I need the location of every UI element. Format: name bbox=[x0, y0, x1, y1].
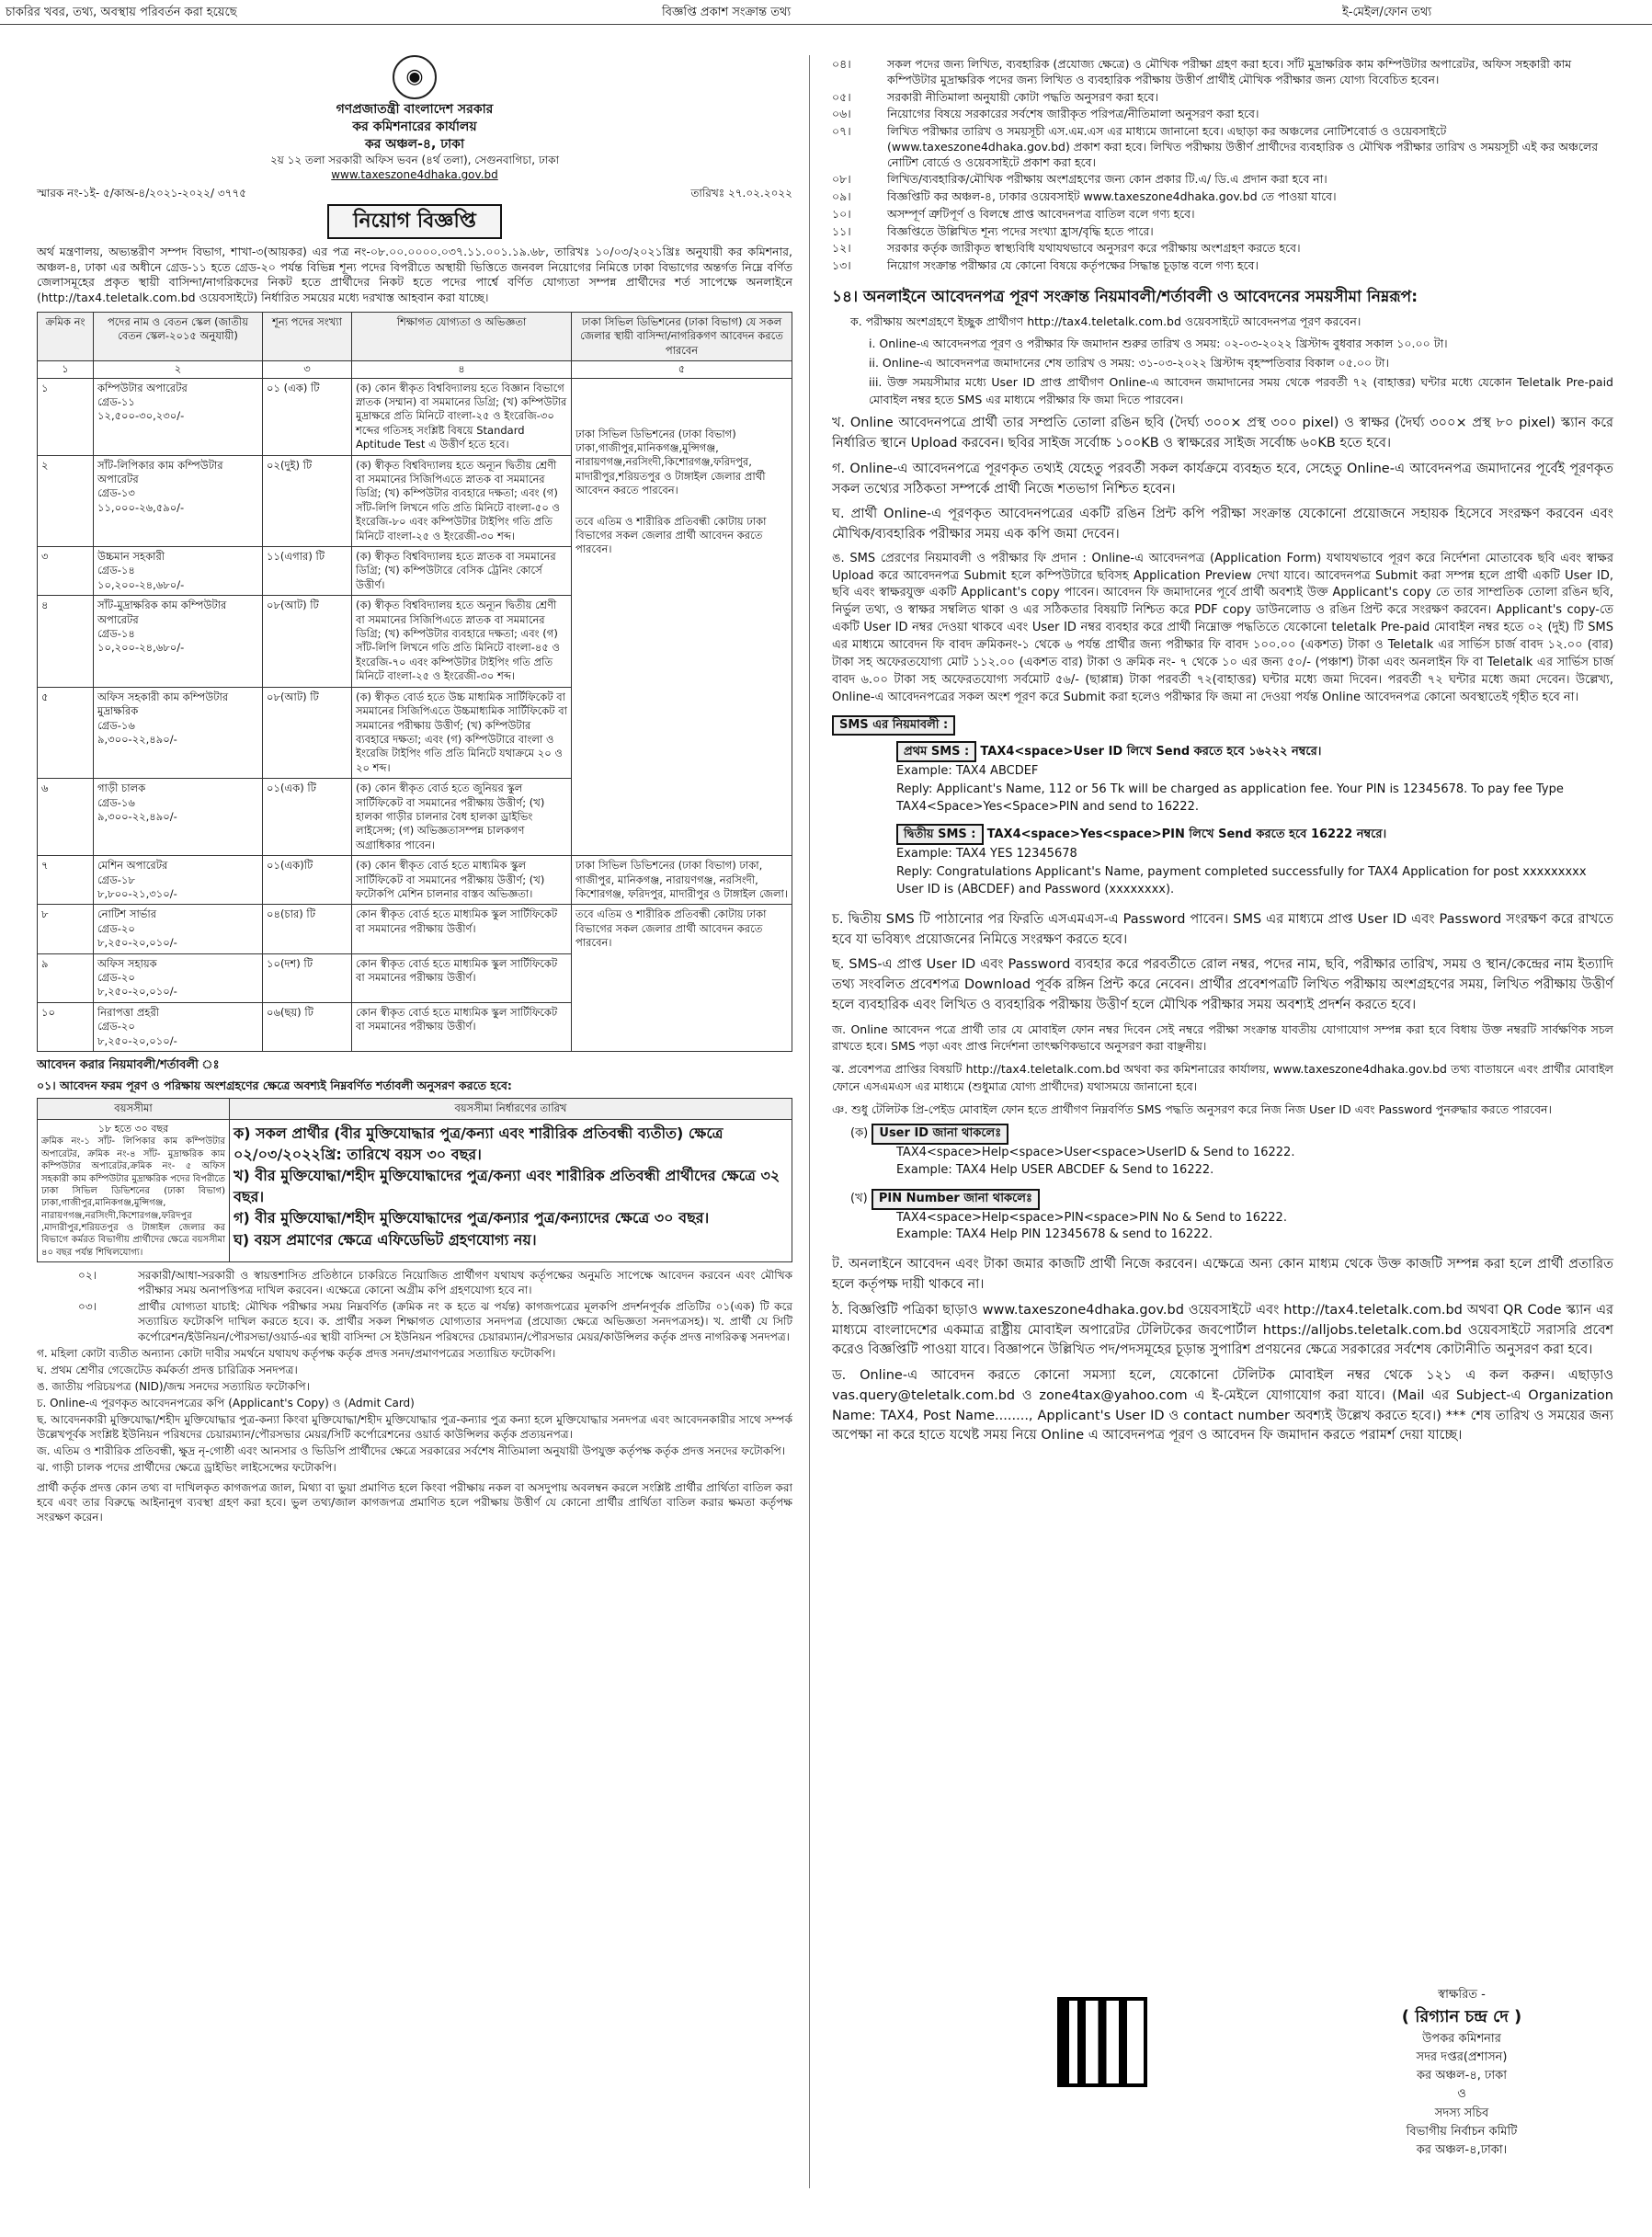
age-th1: বয়সসীমা bbox=[38, 1099, 230, 1119]
row-qualification: (ক) স্বীকৃত বিশ্ববিদ্যালয় হতে অন্যূন দ্বিতীয় শ্রেণী বা সমমানের সিজিপিএতে স্নাতক বা সমমানের ডিগ্রি; (খ) কম্পিউটার ব্যবহারে দক্ষতা; এবং (গ) সাঁট-লিপি লিখনে গতি প্রতি মিনিটে বাংলা-৪৫ ও ইংরেজি-৭০ এবং কম্পিউটার টাইপিং গতি প্রতি মিনিটে বাংলা-২৫ ও ইংরেজী-৩০ শব্দ। bbox=[352, 596, 572, 687]
row-qualification: (ক) স্বীকৃত বিশ্ববিদ্যালয় হতে স্নাতক বা সমমানের ডিগ্রি; (খ) কম্পিউটারে বেসিক ট্রেনিং কোর্সে উত্তীর্ণ। bbox=[352, 547, 572, 596]
row-qualification: (ক) কোন স্বীকৃত বোর্ড হতে মাধ্যমিক স্কুল সার্টিফিকেট বা সমমানের পরীক্ষায় উত্তীর্ণ; (খ) ফটোকপি মেশিন চালনার বাস্তব অভিজ্ঞতা। bbox=[352, 856, 572, 905]
col-num: ৩ bbox=[263, 361, 352, 378]
signatory-line: উপকর কমিশনার bbox=[1422, 2032, 1501, 2047]
row-serial: ৭ bbox=[38, 856, 94, 905]
right-column bbox=[832, 55, 1613, 1452]
age-right-cell: ক) সকল প্রার্থীর (বীর মুক্তিযোদ্ধার পুত্র/কন্যা এবং শারীরিক প্রতিবন্ধী ব্যতীত) ক্ষেত্রে ০২/০৩/২০২২খ্রি: তারিখে বয়স ৩০ বছর। খ) বীর মুক্তিযোদ্ধা/শহীদ মুক্তিযোদ্ধাদের পুত্র/কন্যা এবং শারীরিক প্রতিবন্ধী প্রার্থীদের ক্ষেত্রে ৩২ বছর। গ) বীর মুক্তিযোদ্ধা/শহীদ মুক্তিযোদ্ধাদের পুত্র/কন্যার পুত্র/কন্যাদের ক্ষেত্রে ৩০ বছর। ঘ) বয়স প্রমাণের ক্ষেত্রে এফিডেভিট গ্রহণযোগ্য নয়। bbox=[230, 1119, 792, 1262]
row-post: অফিস সহকারী কাম কম্পিউটার মুদ্রাক্ষরিক গ্রেড-১৬ ৯,৩০০-২২,৪৯০/- bbox=[94, 687, 263, 778]
online-k1: i. Online-এ আবেদনপত্র পূরণ ও পরীক্ষার ফি জমাদান শুরুর তারিখ ও সময়: ০২-০৩-২০২২ খ্রিস্টাব্দ বুধবার সকাল ১০.০০ টা। bbox=[869, 337, 1448, 351]
row-post: মেশিন অপারেটর গ্রেড-১৮ ৮,৮০০-২১,৩১০/- bbox=[94, 856, 263, 905]
zone-name: কর অঞ্চল-৪, ঢাকা bbox=[364, 136, 465, 152]
letterhead bbox=[37, 55, 792, 182]
row-post: উচ্চমান সহকারী গ্রেড-১৪ ১০,২০০-২৪,৬৮০/- bbox=[94, 547, 263, 596]
signatory-line: সদর দপ্তর(প্রশাসন) bbox=[1416, 2050, 1508, 2065]
row-count: ০৮(আট) টি bbox=[263, 596, 352, 687]
row-serial: ২ bbox=[38, 455, 94, 546]
memo-line bbox=[37, 186, 792, 200]
row-post: সাঁট-মুদ্রাক্ষরিক কাম কম্পিউটার অপারেটর গ্রেড-১৪ ১০,২০০-২৪,৬৮০/- bbox=[94, 596, 263, 687]
rule-item: ০৮। লিখিত/ব্যবহারিক/মৌখিক পরীক্ষায় অংশগ্রহণের জন্য কোন প্রকার টি.এ/ ডি.এ প্রদান করা হবে না। bbox=[832, 172, 1327, 187]
signatory-line: কর অঞ্চল-৪,ঢাকা। bbox=[1416, 2142, 1508, 2157]
row-count: ১০(দশ) টি bbox=[263, 953, 352, 1002]
clause-02: ০২। সরকারী/আধা-সরকারী ও স্বায়ত্তশাসিত প্রতিষ্ঠানে চাকরিতে নিয়োজিত প্রার্থীগণ যথাযথ কর্তৃপক্ষের অনুমতি সাপেক্ষে আবেদন করবেন এবং মৌখিক পরীক্ষার সময় অনাপত্তিপত্র দাখিল করবেন। এক্ষেত্রে কোনো অগ্রীম কপি গ্রহণযোগ্য হবে না। bbox=[78, 1269, 792, 1297]
column-divider bbox=[809, 55, 810, 2188]
th-count: শূন্য পদের সংখ্যা bbox=[263, 312, 352, 360]
col-num: ১ bbox=[38, 361, 94, 378]
clause-gh: ঘ. প্রথম শ্রেণীর গেজেটেড কর্মকর্তা প্রদত্ত চারিত্রিক সনদপত্র। bbox=[37, 1363, 298, 1376]
clause-g: গ. মহিলা কোটা ব্যতীত অন্যান্য কোটা দাবীর সমর্থনে যথাযথ কর্তৃপক্ষ কর্তৃক প্রদত্ত সনদ/প্রমাণপত্রের সত্যায়িত ফটোকপি। bbox=[37, 1346, 556, 1360]
recovery-a-label: (ক) bbox=[850, 1126, 869, 1141]
intro-paragraph: অর্থ মন্ত্রণালয়, অভ্যন্তরীণ সম্পদ বিভাগ, শাখা-৩(আয়কর) এর পত্র নং-০৮.০০.০০০০.০৩৭.১১.০০১.১৯.৬৮, তারিখঃ ১০/০৩/২০২১খ্রিঃ অনুযায়ী কর কমিশনার, অঞ্চল-৪, ঢাকা এর অধীনে গ্রেড-১১ হতে গ্রেড-২০ পর্যন্ত বিভিন্ন শূন্য পদের বিপরীতে অস্থায়ী ভিত্তিতে জনবল নিয়োগের নিমিত্তে ঢাকা বিভাগের অন্তর্গত নিম্নে বর্ণিত জেলাসমূহের প্রকৃত স্থায়ী বাসিন্দা/নাগরিকদের নিকট হতে প্রার্থীদের নিকট হতে পদের পার্শ্বে বর্ণিত যোগ্যতা সম্পন্ন প্রার্থীদের শর্ত সাপেক্ষে অনলাইনে (http://tax4.teletalk.com.bd ওয়েবসাইটে) নির্ধারিত সময়ের মধ্যে দরখাস্ত আহবান করা যাচ্ছে। bbox=[37, 244, 792, 305]
sms-first bbox=[896, 741, 1613, 816]
rules-title: আবেদন করার নিয়মাবলী/শর্তাবলী ঃ bbox=[37, 1058, 220, 1073]
district-cell-c: ঢাকা সিভিল ডিভিশনের (ঢাকা বিভাগ) ঢাকা, গাজীপুর, মানিকগঞ্জ, নারায়ণগঞ্জ, নরসিংদী, কিশোরগঞ্জ, ফরিদপুর, মাদারীপুর ও টাঙ্গাইল জেলা। bbox=[572, 856, 792, 905]
rule-item: ১০। অসম্পূর্ণ ত্রুটিপূর্ণ ও বিলম্বে প্রাপ্ত আবেদনপত্র বাতিল বলে গণ্য হবে। bbox=[832, 206, 1195, 221]
top-strip bbox=[0, 0, 1652, 25]
after-sms-j: জ. Online আবেদন পত্রে প্রার্থী তার যে মোবাইল ফোন নম্বর দিবেন সেই নম্বরে পরীক্ষা সংক্রান্ত যাবতীয় যোগাযোগ সম্পন্ন করা হবে বিধায় উক্ত নম্বরটি সার্বক্ষণিক সচল রাখতে হবে। SMS পড়া এবং প্রাপ্ত নির্দেশনা তাৎক্ষণিকভাবে অনুসরণ করা বাঞ্ছনীয়। bbox=[832, 1021, 1613, 1054]
clause-tail: প্রার্থী কর্তৃক প্রদত্ত কোন তথ্য বা দাখিলকৃত কাগজপত্র জাল, মিথ্যা বা ভুয়া প্রমাণিত হলে কিংবা পরীক্ষায় নকল বা অসদুপায় অবলম্বন করলে সংশ্লিষ্ট প্রার্থীর প্রার্থিতা বাতিল করা হবে এবং তার বিরুদ্ধে আইনানুগ ব্যবস্থা গ্রহণ করা হবে। ভুল তথ্য/জাল কাগজপত্র প্রমাণিত হলে পরীক্ষায় উত্তীর্ণ যে কোনো প্রার্থীর প্রার্থিতা বাতিল করার ক্ষমতা কর্তৃপক্ষ সংরক্ষণ করেন। bbox=[37, 1481, 792, 1524]
sms-section bbox=[832, 715, 1613, 735]
clause-03: ০৩। প্রার্থীর যোগ্যতা যাচাই: মৌখিক পরীক্ষার সময় নিম্নবর্ণিত (ক্রমিক নং ক হতে ঝ পর্যন্ত) কাগজপত্রের মূলকপি প্রদর্শনপূর্বক প্রতিটির ০১(এক) টি করে সত্যায়িত ফটোকপি দাখিল করতে হবে। ক. প্রার্থীর সকল শিক্ষাগত যোগ্যতার সনদপত্র (প্রযোজ্য ক্ষেত্রে অভিজ্ঞতা সনদপত্রসহ)। খ. প্রার্থী যে সিটি কর্পোরেশন/ইউনিয়ন/পৌরসভা/ওয়ার্ড-এর স্থায়ী বাসিন্দা সে ইউনিয়ন পরিষদের চেয়ারম্যান/পৌরসভার মেয়র/কাউন্সিলর কর্তৃক প্রদত্ত নাগরিকত্ব সনদপত্র। bbox=[78, 1300, 792, 1343]
after-sms-yn: ঞ. শুধু টেলিটক প্রি-পেইড মোবাইল ফোন হতে প্রার্থীগণ নিম্নবর্ণিত SMS পদ্ধতি অনুসরণ করে নিজ নিজ User ID এবং Password পুনরুদ্ধার করতে পারবেন। bbox=[832, 1101, 1552, 1116]
rule-item: ০৯। বিজ্ঞপ্তিটি কর অঞ্চল-৪, ঢাকার ওয়েবসাইট www.taxeszone4dhaka.gov.bd তে পাওয়া যাবে। bbox=[832, 189, 1337, 203]
userid-tag: User ID জানা থাকলেঃ bbox=[872, 1124, 1008, 1145]
clause-jh: ঝ. গাড়ী চালক পদের প্রার্থীদের ক্ষেত্রে ড্রাইভিং লাইসেন্সের ফটোকপি। bbox=[37, 1461, 336, 1475]
row-serial: ৩ bbox=[38, 547, 94, 596]
rule-item: ০৬। নিয়োগের বিষয়ে সরকারের সর্বশেষ জারীকৃত পরিপত্র/নীতিমালা অনুসরণ করা হবে। bbox=[832, 107, 1259, 121]
userid-example: Example: TAX4 Help USER ABCDEF & Send to 16222. bbox=[896, 1162, 1214, 1177]
notice-title: নিয়োগ বিজ্ঞপ্তি bbox=[327, 204, 502, 238]
left-column bbox=[37, 55, 792, 1527]
row-count: ০৮(আট) টি bbox=[263, 687, 352, 778]
row-qualification: (ক) স্বীকৃত বোর্ড হতে উচ্চ মাধ্যমিক সার্টিফিকেট বা সমমানের সিজিপিএতে উচ্চমাধ্যমিক সার্টিফিকেট বা সমমানের পরীক্ষায় উত্তীর্ণ; (খ) কম্পিউটার ব্যবহারে দক্ষতা; এবং (গ) কম্পিউটারে বাংলা ও ইংরেজি টাইপিং গতি প্রতি মিনিটে যথাক্রমে ২০ ও ২০ শব্দ। bbox=[352, 687, 572, 778]
row-qualification: (ক) কোন স্বীকৃত বিশ্ববিদ্যালয় হতে বিজ্ঞান বিভাগে স্নাতক (সম্মান) বা সমমানের ডিগ্রি; (খ) কম্পিউটার মুদ্রাক্ষরে প্রতি মিনিটে বাংলা-২৫ ও ইংরেজি-৩০ শব্দের গতিসহ সংশ্লিষ্ট বিষয়ে Standard Aptitude Test এ উত্তীর্ণ হতে হবে। bbox=[352, 378, 572, 455]
clause-chh: ছ. আবেদনকারী মুক্তিযোদ্ধা/শহীদ মুক্তিযোদ্ধার পুত্র-কন্যা কিংবা মুক্তিযোদ্ধা/শহীদ মুক্তিযোদ্ধার পুত্র-কন্যার পুত্র কন্যা হলে মুক্তিযোদ্ধার সনদপত্র এবং আবেদনকারীর সাথে সম্পর্ক উল্লেখপূর্বক সংশ্লিষ্ট ইউনিয়ন পরিষদের চেয়ারম্যান/পৌরসভার মেয়র/সিটি কর্পোরেশনের ওয়ার্ড কাউন্সিলর কর্তৃক প্রত্যয়নপত্র। bbox=[37, 1412, 792, 1442]
recovery-b-label: (খ) bbox=[850, 1191, 868, 1205]
signatory-name: ( রিগ্যান চন্দ্র দে ) bbox=[1401, 2007, 1522, 2027]
table-row bbox=[38, 378, 792, 455]
row-count: ০৪(চার) টি bbox=[263, 905, 352, 953]
second-sms-example: Example: TAX4 YES 12345678 bbox=[896, 847, 1077, 862]
pin-recovery bbox=[850, 1189, 1613, 1245]
memo-number: স্মারক নং-১ই- ৫/কাঅ-৪/২০২১-২০২২/ ৩৭৭৫ bbox=[37, 187, 247, 200]
online-k2: ii. Online-এ আবেদনপত্র জমাদানের শেষ তারিখ ও সময়: ৩১-০৩-২০২২ খ্রিস্টাব্দ বৃহস্পতিবার বিকাল ০৫.০০ টা। bbox=[869, 356, 1389, 371]
row-post: নিরাপত্তা প্রহরী গ্রেড-২০ ৮,২৫০-২০,০১০/- bbox=[94, 1002, 263, 1051]
th-district: ঢাকা সিভিল ডিভিশনের (ঢাকা বিভাগ) যে সকল জেলার স্থায়ী বাসিন্দা/নাগরিকগণ আবেদন করতে পারবেন bbox=[572, 312, 792, 360]
row-post: অফিস সহায়ক গ্রেড-২০ ৮,২৫০-২০,০১০/- bbox=[94, 953, 263, 1002]
row-qualification: কোন স্বীকৃত বোর্ড হতে মাধ্যমিক স্কুল সার্টিফিকেট বা সমমানের পরীক্ষায় উত্তীর্ণ। bbox=[352, 953, 572, 1002]
clause-ng: ঙ. জাতীয় পরিচয়পত্র (NID)/জন্ম সনদের সত্যায়িত ফটোকপি। bbox=[37, 1379, 310, 1393]
rule-item: ১৩। নিয়োগ সংক্রান্ত পরীক্ষার যে কোনো বিষয়ে কর্তৃপক্ষের সিদ্ধান্ত চূড়ান্ত বলে গণ্য হবে। bbox=[832, 258, 1259, 272]
qr-code-icon[interactable] bbox=[1057, 1997, 1147, 2087]
rule-item: ১১। বিজ্ঞপ্তিতে উল্লিখিত শূন্য পদের সংখ্যা হ্রাস/বৃদ্ধি হতে পারে। bbox=[832, 223, 1154, 238]
pin-example: Example: TAX4 Help PIN 12345678 & send to 16222. bbox=[896, 1227, 1213, 1242]
signatory-line: বিভাগীয় নির্বাচন কমিটি bbox=[1406, 2124, 1518, 2139]
row-count: ০২(দুই) টি bbox=[263, 455, 352, 546]
age-table bbox=[37, 1098, 792, 1262]
numbered-rules bbox=[832, 57, 1613, 274]
final-th: ঠ. বিজ্ঞপ্তিটি পত্রিকা ছাড়াও www.taxeszone4dhaka.gov.bd ওয়েবসাইটে এবং http://tax4.teletalk.com.bd অথবা QR Code স্ক্যান এর মাধ্যমে বাংলাদেশের একমাত্র রাষ্ট্রীয় মোবাইল অপারেটর টেলিটকের জবপোর্টাল https://alljobs.teletalk.com.bd ওয়েবসাইটে সরাসরি প্রবেশ করেও বিজ্ঞপ্তিটি পাওয়া যাবে। বিজ্ঞাপনে উল্লিখিত পদ/পদসমূহের চূড়ান্ত সুপারিশ প্রণয়নের ক্ষেত্রে সরকারের সর্বশেষ কোটানীতি অনুসরণ করা হবে। bbox=[832, 1302, 1613, 1358]
table-row bbox=[38, 856, 792, 905]
row-count: ১১(এগার) টি bbox=[263, 547, 352, 596]
row-count: ০১(এক) টি bbox=[263, 779, 352, 856]
clause-ch: চ. Online-এ পূরণকৃত আবেদনপত্রের কপি (Applicant's Copy) ও (Admit Card) bbox=[37, 1396, 415, 1410]
row-post: নোটিশ সার্ভার গ্রেড-২০ ৮,২৫০-২০,০১০/- bbox=[94, 905, 263, 953]
rule-item: ০৫। সরকারী নীতিমালা অনুযায়ী কোটা পদ্ধতি অনুসরণ করা হবে। bbox=[832, 89, 1159, 104]
online-k: ক. পরীক্ষায় অংশগ্রহণে ইচ্ছুক প্রার্থীগণ http://tax4.teletalk.com.bd ওয়েবসাইটে আবেদনপত্র পূরণ করবেন। bbox=[850, 314, 1361, 328]
row-count: ০১(এক)টি bbox=[263, 856, 352, 905]
top-strip-left: চাকরির খবর, তথ্য, অবস্থায় পরিবর্তন করা হয়েছে bbox=[6, 6, 237, 19]
sms-second bbox=[896, 824, 1613, 899]
online-kh: খ. Online আবেদনপত্রে প্রার্থী তার সম্প্রতি তোলা রঙিন ছবি (দৈর্ঘ্য ৩০০× প্রস্থ ৩০০ pixel) ও স্বাক্ষর (দৈর্ঘ্য ৩০০× প্রস্থ ৮০ pixel) স্ক্যান করে নির্ধারিত স্থানে Upload করবেন। ছবির সাইজ সর্বোচ্চ ১০০KB ও স্বাক্ষরের সাইজ সর্বোচ্চ ৬০KB হতে হবে। bbox=[832, 416, 1613, 451]
row-qualification: (ক) কোন স্বীকৃত বোর্ড হতে জুনিয়র স্কুল সার্টিফিকেট বা সমমানের পরীক্ষায় উত্তীর্ণ; (খ) হালকা গাড়ীর চালনার বৈধ হালকা ড্রাইভিং লাইসেন্স; (গ) অভিজ্ঞতাসম্পন্ন চালকগণ অগ্রাধিকার পাবেন। bbox=[352, 779, 572, 856]
signed-label: স্বাক্ষরিত - bbox=[1438, 1988, 1486, 2002]
office-website[interactable]: www.taxeszone4dhaka.gov.bd bbox=[331, 168, 498, 182]
row-post: কম্পিউটার অপারেটর গ্রেড-১১ ১২,৫০০-৩০,২৩০/- bbox=[94, 378, 263, 455]
government-emblem-icon: ◉ bbox=[393, 55, 437, 99]
row-post: সাঁট-লিপিকার কাম কম্পিউটার অপারেটর গ্রেড-১৩ ১১,০০০-২৬,৫৯০/- bbox=[94, 455, 263, 546]
pin-tag: PIN Number জানা থাকলেঃ bbox=[872, 1189, 1040, 1210]
office-address: ২য় ১২ তলা সরকারী অফিস ভবন (৪র্থ তলা), সেগুনবাগিচা, ঢাকা bbox=[269, 154, 560, 167]
after-sms-chh: ছ. SMS-এ প্রাপ্ত User ID এবং Password ব্যবহার করে পরবর্তীতে রোল নম্বর, পদের নাম, ছবি, পরীক্ষার তারিখ, সময় ও স্থান/কেন্দ্রের নাম ইত্যাদি তথ্য সংবলিত প্রবেশপত্র Download পূর্বক রঙ্গিন প্রিন্ট করে নেবেন। প্রার্থীর প্রবেশপত্রটি লিখিত পরীক্ষায় অংশগ্রহণের সময়, লিখিত পরীক্ষায় উত্তীর্ণ হলে ব্যবহারিক এবং লিখিত ও ব্যবহারিক পরীক্ষায় উত্তীর্ণ হলে মৌখিক পরীক্ষার সময় অবশ্যই প্রদর্শন করতে হবে। bbox=[832, 957, 1613, 1012]
userid-recovery bbox=[850, 1124, 1613, 1180]
col-num: ৫ bbox=[572, 361, 792, 378]
office-name: কর কমিশনারের কার্যালয় bbox=[352, 119, 477, 134]
vacancy-table bbox=[37, 312, 792, 1052]
row-serial: ১০ bbox=[38, 1002, 94, 1051]
col-num: ২ bbox=[94, 361, 263, 378]
row-count: ০৬(ছয়) টি bbox=[263, 1002, 352, 1051]
signatory-line: সদস্য সচিব bbox=[1434, 2106, 1489, 2120]
row-qualification: কোন স্বীকৃত বোর্ড হতে মাধ্যমিক স্কুল সার্টিফিকেট বা সমমানের পরীক্ষায় উত্তীর্ণ। bbox=[352, 1002, 572, 1051]
top-strip-right: ই-মেইল/ফোন তথ্য bbox=[1342, 6, 1432, 19]
table-row bbox=[38, 905, 792, 953]
row-count: ০১ (এক) টি bbox=[263, 378, 352, 455]
row-qualification: (ক) স্বীকৃত বিশ্ববিদ্যালয় হতে অন্যূন দ্বিতীয় শ্রেণী বা সমমানের সিজিপিএতে স্নাতক বা সমমানের ডিগ্রি; (খ) কম্পিউটার ব্যবহারে দক্ষতা; এবং (গ) সাঁট-লিপি লিখনে গতি প্রতি মিনিটে বাংলা-৫০ ও ইংরেজি-৮০ এবং কম্পিউটার টাইপিং গতি প্রতি মিনিটে বাংলা-২৫ ও ইংরেজী-৩০ শব্দ। bbox=[352, 455, 572, 546]
district-cell-d: তবে এতিম ও শারীরিক প্রতিবন্ধী কোটায় ঢাকা বিভাগের সকল জেলার প্রার্থী আবেদন করতে পারবেন। bbox=[572, 905, 792, 1052]
first-sms-reply: Reply: Applicant's Name, 112 or 56 Tk will be charged as application fee. Your PIN is 12345678. To pay fee Type TAX4<Space>Yes<Space>PIN and send to 16222. bbox=[896, 782, 1564, 815]
first-sms-example: Example: TAX4 ABCDEF bbox=[896, 764, 1039, 779]
th-serial: ক্রমিক নং bbox=[38, 312, 94, 360]
row-qualification: কোন স্বীকৃত বোর্ড হতে মাধ্যমিক স্কুল সার্টিফিকেট বা সমমানের পরীক্ষায় উত্তীর্ণ। bbox=[352, 905, 572, 953]
row-serial: ৬ bbox=[38, 779, 94, 856]
row-serial: ৮ bbox=[38, 905, 94, 953]
second-sms-reply: Reply: Congratulations Applicant's Name, payment completed successfully for TAX4 Application for post xxxxxxxxx User ID is (ABCDEF) and Password (xxxxxxxx). bbox=[896, 864, 1587, 897]
col-num: ৪ bbox=[352, 361, 572, 378]
th-post: পদের নাম ও বেতন স্কেল (জাতীয় বেতন স্কেল-২০১৫ অনুযায়ী) bbox=[94, 312, 263, 360]
second-sms-cmd: TAX4<space>Yes<space>PIN লিখে Send করতে হবে 16222 নম্বরে। bbox=[986, 827, 1387, 841]
final-t: ট. অনলাইনে আবেদন এবং টাকা জমার কাজটি প্রার্থী নিজে করবেন। এক্ষেত্রে অন্য কোন মাধ্যম থেকে উক্ত কাজটি সম্পন্ন করা হলে প্রার্থী প্রতারিত হলে কর্তৃপক্ষ দায়ী থাকবে না। bbox=[832, 1257, 1613, 1293]
memo-date: তারিখঃ ২৭.০২.২০২২ bbox=[690, 187, 792, 200]
first-sms-cmd: TAX4<space>User ID লিখে Send করতে হবে ১৬২২২ নম্বরে। bbox=[980, 744, 1322, 759]
online-k3: iii. উক্ত সময়সীমার মধ্যে User ID প্রাপ্ত প্রার্থীগণ Online-এ আবেদন জমাদানের সময় থেকে পরবর্তী ৭২ (বাহাত্তর) ঘন্টার মধ্যে যেকোন Teletalk Pre-paid মোবাইল নম্বর হতে SMS এর মাধ্যমে পরীক্ষার ফি জমা দিতে পারবেন। bbox=[869, 374, 1613, 406]
after-sms-jh: ঝ. প্রবেশপত্র প্রাপ্তির বিষয়টি http://tax4.teletalk.com.bd অথবা কর কমিশনারের কার্যালয়, www.taxeszone4dhaka.gov.bd তথ্য বাতায়নে এবং প্রার্থীর মোবাইল ফোনে এসএমএস এর মাধ্যমে (শুধুমাত্র যোগ্য প্রার্থীদের) যথাসময়ে জানানো হবে। bbox=[832, 1062, 1613, 1093]
second-sms-tag: দ্বিতীয় SMS : bbox=[896, 824, 984, 846]
after-sms-ch: চ. দ্বিতীয় SMS টি পাঠানোর পর ফিরতি এসএমএস-এ Password পাবেন। SMS এর মাধ্যমে প্রাপ্ত User ID এবং Password সংরক্ষণ করে রাখতে হবে যা ভবিষ্যৎ প্রয়োজনের নিমিত্তে সংরক্ষণ করতে হবে। bbox=[832, 911, 1613, 947]
rule-item: ০৪। সকল পদের জন্য লিখিত, ব্যবহারিক (প্রযোজ্য ক্ষেত্রে) ও মৌখিক পরীক্ষা গ্রহণ করা হবে। সাঁট মুদ্রাক্ষরিক কাম কম্পিউটার অপারেটর, অফিস সহকারী কাম কম্পিউটার মুদ্রাক্ষরিক পদের জন্য লিখিত ও ব্যবহারিক পরীক্ষায় উত্তীর্ণ প্রার্থীই মৌখিক পরীক্ষার জন্য যোগ্য বিবেচিত হবেন। bbox=[832, 57, 1572, 86]
rule1-title: ০১। আবেদন ফরম পূরণ ও পরিক্ষায় অংশগ্রহণের ক্ষেত্রে অবশ্যই নিম্নবর্ণিত শর্তাবলী অনুসরণ করতে হবে: bbox=[37, 1079, 512, 1093]
gov-name: গণপ্রজাতন্ত্রী বাংলাদেশ সরকার bbox=[336, 102, 494, 117]
top-strip-mid: বিজ্ঞপ্তি প্রকাশ সংক্রান্ত তথ্য bbox=[662, 6, 792, 19]
district-cell-a: ঢাকা সিভিল ডিভিশনের (ঢাকা বিভাগ) ঢাকা,গাজীপুর,মানিকগঞ্জ,মুন্সিগঞ্জ, নারায়ণগঞ্জ,নরসিংদী,কিশোরগঞ্জ,ফরিদপুর, মাদারীপুর,শরিয়তপুর ও টাঙ্গাইল জেলার প্রার্থী আবেদন করতে পারবেন। তবে এতিম ও শারীরিক প্রতিবন্ধী কোটায় ঢাকা বিভাগের সকল জেলার প্রার্থী আবেদন করতে পারবেন। bbox=[572, 378, 792, 856]
online-ng: ঙ. SMS প্রেরণের নিয়মাবলী ও পরীক্ষার ফি প্রদান : Online-এ আবেদনপত্র (Application Form) যথাযথভাবে পূরণ করে নির্দেশনা মোতাবেক ছবি এবং স্বাক্ষর Upload করে আবেদনপত্র Submit হলে কম্পিউটারে ছবিসহ Application Preview দেখা যাবে। আবেদনপত্র Submit করা সম্পন্ন হলে প্রার্থী একটি User ID, ছবি এবং স্বাক্ষরযুক্ত একটি Applicant's copy পাবেন। আবেদন ফি জমাদানের পূর্বে প্রার্থী অবশ্যই উক্ত Applicant's copy তে তার সাম্প্রতিক তোলা রঙিন ছবি, নির্ভুল তথ্য, ও স্বাক্ষর সম্বলিত থাকা ও এর সঠিকতার বিষয়টি নিশ্চিত করে PDF copy ডাউনলোড ও রঙিন প্রিন্ট করে সংরক্ষণ করবেন। Applicant's copy-তে একটি User ID নম্বর দেওয়া থাকবে এবং User ID নম্বর ব্যবহার করে প্রার্থী নিম্নোক্ত পদ্ধতিতে যেকোনো teletalk Pre-paid মোবাইল নম্বর হতে ০২ (দুই) টি SMS এর মাধ্যমে আবেদন ফি বাবদ ক্রমিকনং-১ থেকে ৬ পর্যন্ত প্রার্থীর জন্য পরীক্ষার ফি বাবদ ১০০.০০ (একশত) টাকা ও Teletalk এর সার্ভিস চার্জ বাবদ ১২.০০ (বার) টাকা সহ অফেরতযোগ্য মোট ১১২.০০ (একশত বার) টাকা ও ক্রমিক নং- ৭ থেকে ১০ এর জন্য ৫০/- (পঞ্চাশ) টাকা এবং অনলাইন ফি বা Teletalk এর সার্ভিস চার্জ বাবদ ৬.০০ টাকা সহ অফেরতযোগ্য সর্বমোট ৫৬/- (ছাপ্পান্ন) টাকা পরবর্তী ৭২(বাহাত্তর) ঘন্টার মধ্যে জমা দিবেন। পরবর্তী ৭২ ঘন্টার মধ্যে জমা দেবেন। উল্লেখ্য, Online-এ আবেদনপত্রের সকল অংশ পূরণ করে Submit করা হলেও পরীক্ষার ফি জমা না দেওয়া পর্যন্ত Online আবেদনপত্র কোনো অবস্থাতেই গৃহীত হবে না। bbox=[832, 551, 1613, 704]
pin-cmd: TAX4<space>Help<space>PIN<space>PIN No & Send to 16222. bbox=[896, 1210, 1287, 1225]
online-g: গ. Online-এ আবেদনপত্রে পূরণকৃত তথ্যই যেহেতু পরবর্তী সকল কার্যক্রমে ব্যবহৃত হবে, সেহেতু Online-এ আবেদনপত্র জমাদানের পূর্বেই পূরণকৃত সকল তথ্যের সঠিকতা সম্পর্কে প্রার্থী নিজে শতভাগ নিশ্চিত হবেন। bbox=[832, 461, 1613, 496]
final-d: ড. Online-এ আবেদন করতে কোনো সমস্যা হলে, যেকোনো টেলিটক মোবাইল নম্বর থেকে ১২১ এ কল করুন। এছাড়াও vas.query@teletalk.com.bd ও zone4tax@yahoo.com এ ই-মেইলে যোগাযোগ করা যাবে। (Mail এর Subject-এ Organization Name: TAX4, Post Name........, Applicant's User ID ও contact number অবশ্যই উল্লেখ করতে হবে।) *** শেষ তারিখ ও সময়ের জন্য অপেক্ষা না করে হাতে যথেষ্ট সময় নিয়ে Online এ আবেদনপত্র পূরণ ও আবেদন ফি জমাদান করতে পরামর্শ দেয়া যাচ্ছে। bbox=[832, 1368, 1613, 1444]
age-left-cell: ১৮ হতে ৩০ বছর ক্রমিক নং-১ সাঁট- লিপিকার কাম কম্পিউটার অপারেটর, ক্রমিক নং-৪ সাঁট- মুদ্রাক্ষরিক কাম কম্পিউটার অপারেটর,ক্রমিক নং- ৫ অফিস সহকারী কাম কম্পিউটার মুদ্রাক্ষরিক পদের বিপরীতে ঢাকা সিভিল ডিভিশনের (ঢাকা বিভাগ) ঢাকা,গাজীপুর,মানিকগঞ্জ,মুন্সিগঞ্জ, নারায়ণগঞ্জ,নরসিংদী,কিশোরগঞ্জ,ফরিদপুর ,মাদারীপুর,শরিয়তপুর ও টাঙ্গাইল জেলার কর বিভাগে কর্মরত বিভাগীয় প্রার্থীদের ক্ষেত্রে বয়সসীমা ৪০ বছর পর্যন্ত শিথিলযোগ্য। bbox=[38, 1119, 230, 1262]
signature-block bbox=[1333, 1986, 1590, 2160]
signatory-line: ও bbox=[1457, 2087, 1466, 2102]
first-sms-tag: প্রথম SMS : bbox=[896, 741, 976, 763]
row-serial: ৯ bbox=[38, 953, 94, 1002]
online-gh: ঘ. প্রার্থী Online-এ পূরণকৃত আবেদনপত্রের একটি রঙিন প্রিন্ট কপি পরীক্ষা সংক্রান্ত যেকোনো প্রয়োজনে সহায়ক হিসেবে সংরক্ষণ করবেন এবং মৌখিক/ব্যবহারিক পরীক্ষার সময় এক কপি জমা দেবেন। bbox=[832, 507, 1613, 542]
sms-rules-title: SMS এর নিয়মাবলী : bbox=[832, 715, 955, 735]
th-qualification: শিক্ষাগত যোগ্যতা ও অভিজ্ঞতা bbox=[352, 312, 572, 360]
online-rules-title: ১৪। অনলাইনে আবেদনপত্র পূরণ সংক্রান্ত নিয়মাবলী/শর্তাবলী ও আবেদনের সময়সীমা নিম্নরূপ: bbox=[832, 287, 1418, 306]
row-serial: ৪ bbox=[38, 596, 94, 687]
row-serial: ৫ bbox=[38, 687, 94, 778]
rule-item: ০৭। লিখিত পরীক্ষার তারিখ ও সময়সূচী এস.এম.এস এর মাধ্যমে জানানো হবে। এছাড়া কর অঞ্চলের নোটিশবোর্ড ও ওয়েবসাইটে (www.taxeszone4dhaka.gov.bd) প্রকাশ করা হবে। লিখিত পরীক্ষায় উত্তীর্ণ প্রার্থীদের ব্যবহারিক ও মৌখিক পরীক্ষার তারিখ ও সময়সূচী এই কর অঞ্চলের নোটিশ বোর্ডে ও ওয়েবসাইটে প্রকাশ করা হবে। bbox=[832, 124, 1599, 169]
age-th2: বয়সসীমা নির্ধারণের তারিখ bbox=[230, 1099, 792, 1119]
row-post: গাড়ী চালক গ্রেড-১৬ ৯,৩০০-২২,৪৯০/- bbox=[94, 779, 263, 856]
clause-j: জ. এতিম ও শারীরিক প্রতিবন্ধী, ক্ষুদ্র নৃ-গোষ্ঠী এবং আনসার ও ভিডিপি প্রার্থীদের ক্ষেত্রে সরকারের সর্বশেষ নীতিমালা অনুযায়ী উপযুক্ত কর্তৃপক্ষ কর্তৃক প্রদত্ত সনদের ফটোকপি। bbox=[37, 1444, 786, 1458]
row-serial: ১ bbox=[38, 378, 94, 455]
rule-item: ১২। সরকার কর্তৃক জারীকৃত স্বাস্থ্যবিধি যথাযথভাবে অনুসরণ করে পরীক্ষায় অংশগ্রহণ করতে হবে। bbox=[832, 241, 1301, 256]
signatory-line: কর অঞ্চল-৪, ঢাকা bbox=[1416, 2069, 1508, 2083]
userid-cmd: TAX4<space>Help<space>User<space>UserID & Send to 16222. bbox=[896, 1146, 1295, 1160]
